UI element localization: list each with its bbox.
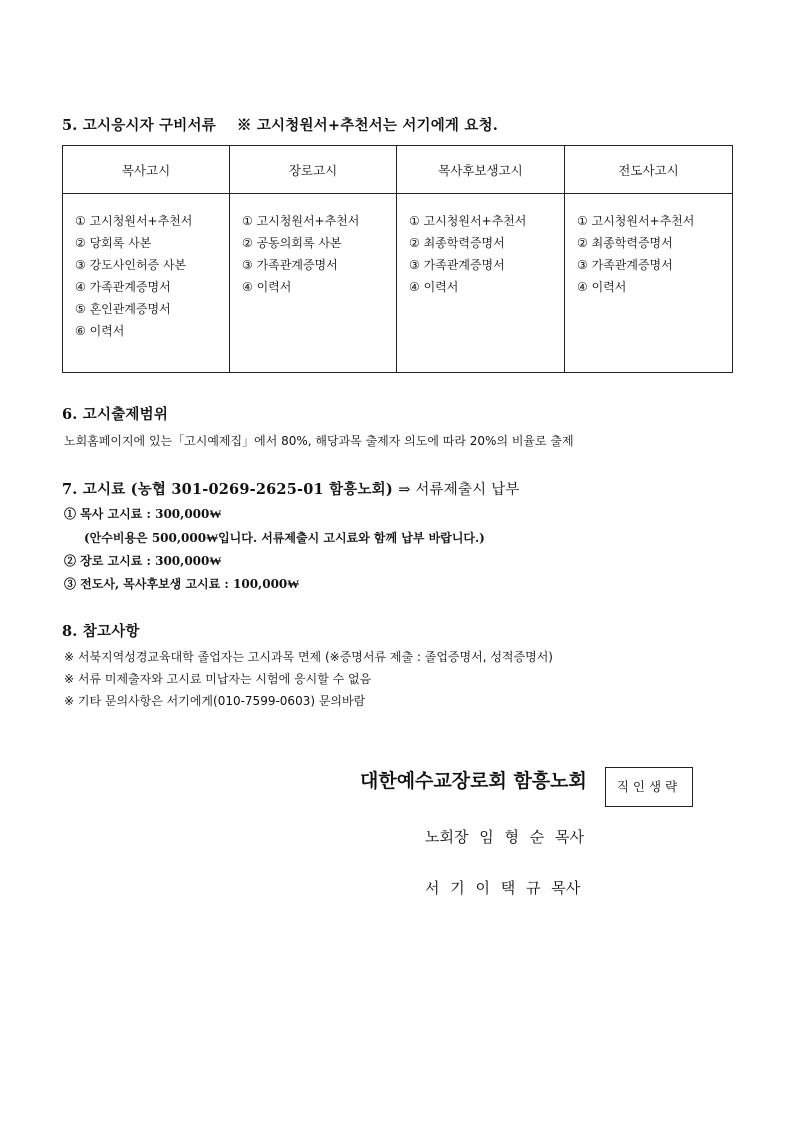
- seal-omitted-stamp: 직인생략: [605, 767, 693, 807]
- fee-item-ordination-note: (안수비용은 500,000₩입니다. 서류제출시 고시료와 함께 납부 바랍니다.): [84, 531, 485, 545]
- list-item: ④ 이력서: [409, 280, 459, 294]
- president-signature: 노회장 임 형 순 목사: [425, 828, 584, 846]
- section-8-title: 8. 참고사항: [62, 623, 140, 640]
- organization-name: 대한예수교장로회 함흥노회: [360, 770, 587, 792]
- list-item: ④ 이력서: [242, 280, 292, 294]
- table-header: 목사후보생고시: [397, 146, 565, 194]
- fee-item-evangelist: ③ 전도사, 목사후보생 고시료 : 100,000₩: [64, 577, 300, 591]
- fee-item-pastor: ① 목사 고시료 : 300,000₩: [64, 507, 222, 521]
- list-item: ① 고시청원서+추천서: [75, 214, 193, 228]
- list-item: ② 최종학력증명서: [577, 236, 673, 250]
- list-item: ② 당회록 사본: [75, 236, 152, 250]
- table-cell-elder: [230, 194, 397, 373]
- reference-note: ※ 서북지역성경교육대학 졸업자는 고시과목 면제 (※증명서류 제출 : 졸업증명서, 성적증명서): [64, 650, 553, 664]
- table-cell-candidate: [397, 194, 565, 373]
- section-5-note: ※ 고시청원서+추천서는 서기에게 요청.: [236, 117, 499, 134]
- table-cell-pastor: [63, 194, 230, 373]
- table-header: 목사고시: [63, 146, 230, 194]
- list-item: ① 고시청원서+추천서: [409, 214, 527, 228]
- table-header: 장로고시: [230, 146, 397, 194]
- list-item: ③ 가족관계증명서: [242, 258, 338, 272]
- list-item: ⑥ 이력서: [75, 324, 125, 338]
- section-5-title: 5. 고시응시자 구비서류: [62, 117, 216, 134]
- list-item: ② 공동의회록 사본: [242, 236, 342, 250]
- reference-note: ※ 서류 미제출자와 고시료 미납자는 시험에 응시할 수 없음: [64, 672, 372, 686]
- list-item: ① 고시청원서+추천서: [577, 214, 695, 228]
- list-item: ④ 가족관계증명서: [75, 280, 171, 294]
- reference-note: ※ 기타 문의사항은 서기에게(010-7599-0603) 문의바람: [64, 694, 366, 708]
- list-item: ③ 강도사인허증 사본: [75, 258, 187, 272]
- section-7-title: 7. 고시료 (농협 301-0269-2625-01 함흥노회): [62, 481, 393, 498]
- section-7-heading: [62, 478, 520, 499]
- section-5-heading: [62, 114, 498, 135]
- table-header: 전도사고시: [565, 146, 733, 194]
- list-item: ② 최종학력증명서: [409, 236, 505, 250]
- section-6-title: 6. 고시출제범위: [62, 406, 169, 423]
- section-7-title-suffix: ⇒ 서류제출시 납부: [398, 482, 520, 498]
- secretary-signature: 서 기 이 택 규 목사: [425, 879, 581, 897]
- table-row: [63, 194, 733, 373]
- table-cell-evangelist: [565, 194, 733, 373]
- list-item: ③ 가족관계증명서: [409, 258, 505, 272]
- table-header-row: [63, 146, 733, 194]
- required-documents-table: [62, 145, 733, 373]
- fee-item-elder: ② 장로 고시료 : 300,000₩: [64, 554, 222, 568]
- list-item: ③ 가족관계증명서: [577, 258, 673, 272]
- list-item: ⑤ 혼인관계증명서: [75, 302, 171, 316]
- list-item: ① 고시청원서+추천서: [242, 214, 360, 228]
- list-item: ④ 이력서: [577, 280, 627, 294]
- section-6-body: 노회홈페이지에 있는「고시예제집」에서 80%, 해당과목 출제자 의도에 따라 20%의 비율로 출제: [64, 434, 574, 448]
